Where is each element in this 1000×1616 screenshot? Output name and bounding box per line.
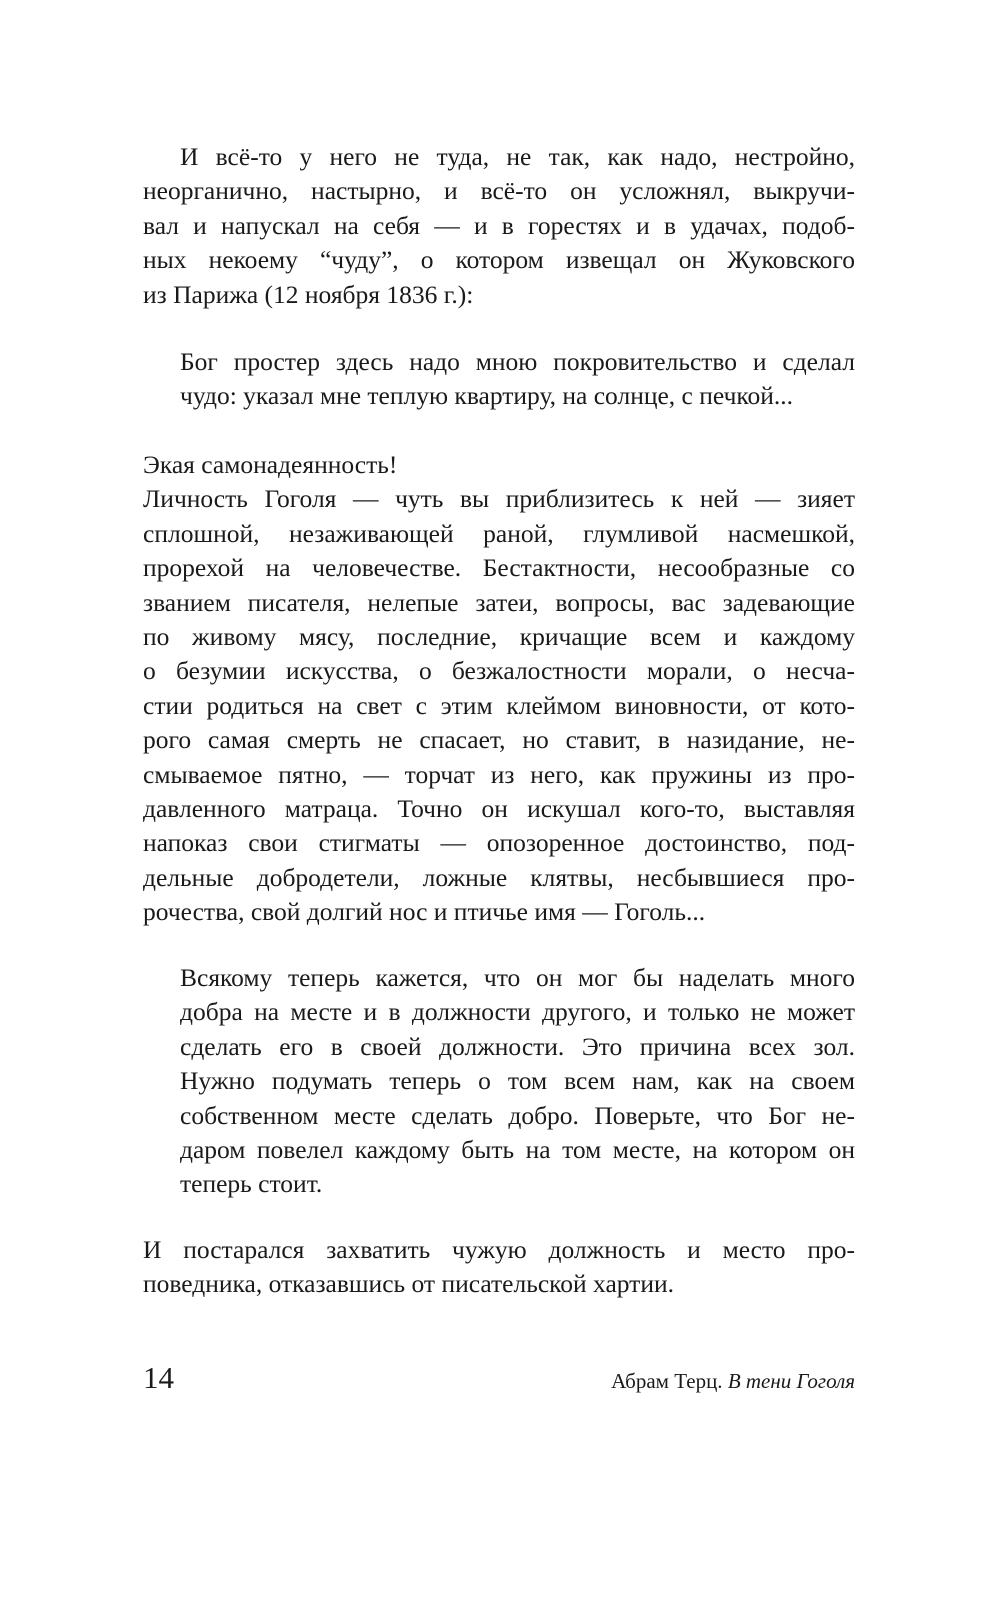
text-line: теперь стоит. <box>180 1169 323 1199</box>
text-line: рочества, свой долгий нос и птичье имя — Гоголь... <box>143 897 706 927</box>
text-line: чудо: указал мне теплую квартиру, на солнце, с печкой... <box>180 381 794 411</box>
text-line: давленного матраца. Точно он искушал кого-то, выставляя <box>143 793 855 823</box>
text-line: дельные добродетели, ложные клятвы, несбывшиеся про- <box>143 862 855 892</box>
paragraph-2 <box>143 448 855 929</box>
paragraph-1 <box>143 140 855 312</box>
text-line: стии родиться на свет с этим клеймом виновности, от кото- <box>143 690 855 720</box>
text-line: Личность Гоголя — чуть вы приблизитесь к ней — зияет <box>143 484 855 514</box>
text-line: рого самая смерть не спасает, но ставит, в назидание, не- <box>143 725 855 755</box>
text-line: поведника, отказавшись от писательской хартии. <box>143 1269 674 1299</box>
text-line: сплошной, незаживающей раной, глумливой насмешкой, <box>143 518 855 548</box>
book-title: В тени Гоголя <box>727 1369 855 1393</box>
text-line: И постарался захватить чужую должность и место про- <box>143 1235 855 1264</box>
text-line: ных некоему “чуду”, о котором извещал он Жуковского <box>143 245 855 275</box>
text-line: вал и напускал на себя — и в горестях и в удачах, подоб- <box>143 210 855 240</box>
running-header <box>611 1369 855 1394</box>
text-line: званием писателя, нелепые затеи, вопросы, вас задевающие <box>143 587 855 617</box>
text-line: неорганично, настырно, и всё-то он усложнял, выкручи- <box>143 176 855 206</box>
text-line: напоказ свои стигматы — опозоренное достоинство, под- <box>143 828 855 858</box>
text-line: Бог простер здесь надо мною покровительство и сделал <box>180 347 855 376</box>
paragraph-3 <box>143 1233 855 1302</box>
text-line: собственном месте сделать добро. Поверьте, что Бог не- <box>180 1100 855 1130</box>
text-line: сделать его в своей должности. Это причина всех зол. <box>180 1031 855 1061</box>
text-line: из Парижа (12 ноября 1836 г.): <box>143 279 474 309</box>
text-line: прорехой на человечестве. Бестактности, несообразные со <box>143 553 855 583</box>
text-line: смываемое пятно, — торчат из него, как пружины из про- <box>143 759 855 789</box>
text-line: Всякому теперь кажется, что он мог бы наделать много <box>180 963 855 992</box>
text-line: Экая самонадеянность! <box>143 450 398 479</box>
text-line: Нужно подумать теперь о том всем нам, как на своем <box>180 1066 855 1096</box>
text-line: о безумии искусства, о безжалостности морали, о несча- <box>143 656 855 686</box>
author-name: Абрам Терц. <box>611 1369 723 1393</box>
text-line: добра на месте и в должности другого, и только не может <box>180 997 855 1027</box>
quote-1 <box>180 345 855 414</box>
page-footer <box>143 1360 855 1400</box>
page-number: 14 <box>143 1360 174 1395</box>
text-line: даром повелел каждому быть на том месте, на котором он <box>180 1134 855 1164</box>
text-line: по живому мясу, последние, кричащие всем и каждому <box>143 621 855 651</box>
text-line: И всё-то у него не туда, не так, как надо, нестройно, <box>180 142 855 171</box>
quote-2 <box>180 961 855 1202</box>
